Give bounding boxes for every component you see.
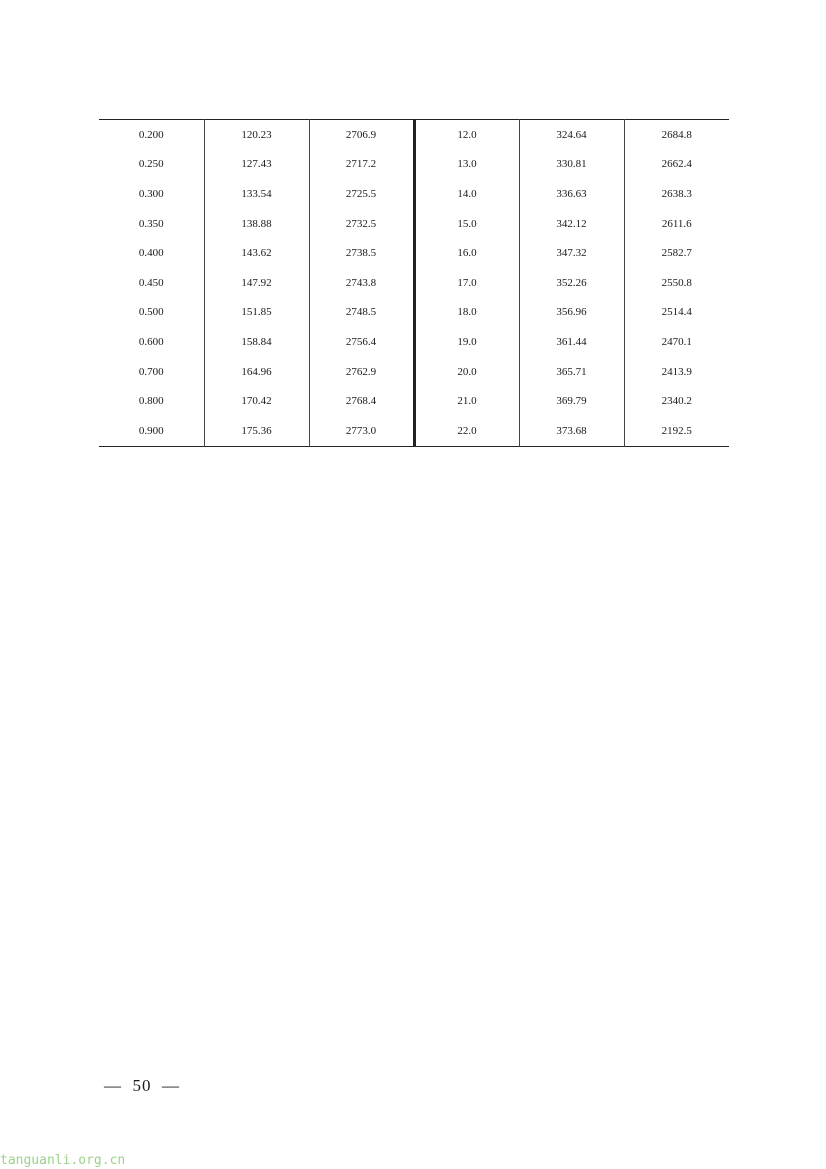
table-row [99,179,729,209]
table-body [99,120,729,447]
table-cell: 361.44 [519,327,624,357]
table-cell: 17.0 [414,268,519,298]
table-cell: 127.43 [204,150,309,180]
table-row [99,386,729,416]
table-cell: 2470.1 [661,335,692,348]
table-cell: 2413.9 [661,365,692,378]
table-cell: 133.54 [204,179,309,209]
table-cell: 2756.4 [309,327,414,357]
table-cell: 143.62 [204,238,309,268]
table-cell: 2550.8 [661,276,692,289]
site-watermark: tanguanli.org.cn [0,1153,126,1168]
table-cell: 0.300 [99,179,204,209]
table-cell: 365.71 [519,357,624,387]
table-row [99,238,729,268]
table-cell: 2725.5 [309,179,414,209]
table-cell: 0.700 [99,357,204,387]
table-cell: 151.85 [204,298,309,328]
steam-data-table [99,119,729,447]
table-cell: 12.0 [414,120,519,150]
table-cell: 147.92 [204,268,309,298]
table-cell: 2192.5 [661,424,692,437]
table-cell: 16.0 [414,238,519,268]
table-cell: 369.79 [519,386,624,416]
table-cell: 175.36 [204,416,309,446]
table-cell: 0.450 [99,268,204,298]
table-cell: 2582.7 [661,247,692,260]
table-cell: 330.81 [519,150,624,180]
table-cell: 2748.5 [309,298,414,328]
table-cell: 2732.5 [309,209,414,239]
table-cell: 2611.6 [661,217,692,230]
table-cell: 158.84 [204,327,309,357]
table-cell: 2340.2 [661,395,692,408]
table-cell: 2717.2 [309,150,414,180]
table-cell: 20.0 [414,357,519,387]
table-cell: 2514.4 [661,306,692,319]
table-cell: 120.23 [204,120,309,150]
table-cell: 2662.4 [661,158,692,171]
table-cell: 2706.9 [309,120,414,150]
table-cell: 13.0 [414,150,519,180]
table-row [99,327,729,357]
table-row [99,268,729,298]
table-cell: 2768.4 [309,386,414,416]
table-cell: 164.96 [204,357,309,387]
table-cell: 2762.9 [309,357,414,387]
table-cell: 0.200 [99,120,204,150]
table-cell: 21.0 [414,386,519,416]
table-cell: 2684.8 [661,128,692,141]
table-cell: 0.500 [99,298,204,328]
table-cell: 19.0 [414,327,519,357]
table-cell: 14.0 [414,179,519,209]
table-cell: 170.42 [204,386,309,416]
table-row [99,357,729,387]
table-cell: 2773.0 [309,416,414,446]
table-cell: 2738.5 [309,238,414,268]
table-cell: 0.400 [99,238,204,268]
table-cell: 22.0 [414,416,519,446]
table-cell: 18.0 [414,298,519,328]
table-row [99,298,729,328]
table-cell: 138.88 [204,209,309,239]
table-cell: 352.26 [519,268,624,298]
table-cell: 0.900 [99,416,204,446]
table-cell: 336.63 [519,179,624,209]
page-number: — 50 — [104,1076,180,1095]
table-cell: 0.800 [99,386,204,416]
table-cell: 2638.3 [661,187,692,200]
table-cell: 342.12 [519,209,624,239]
table-row [99,120,729,150]
table-cell: 2743.8 [309,268,414,298]
table-cell: 0.250 [99,150,204,180]
table-cell: 356.96 [519,298,624,328]
table-row [99,150,729,180]
table-row [99,209,729,239]
table-row [99,416,729,446]
table-cell: 373.68 [519,416,624,446]
table-cell: 324.64 [519,120,624,150]
table-cell: 0.350 [99,209,204,239]
table-cell: 0.600 [99,327,204,357]
table-cell: 15.0 [414,209,519,239]
table-cell: 347.32 [519,238,624,268]
